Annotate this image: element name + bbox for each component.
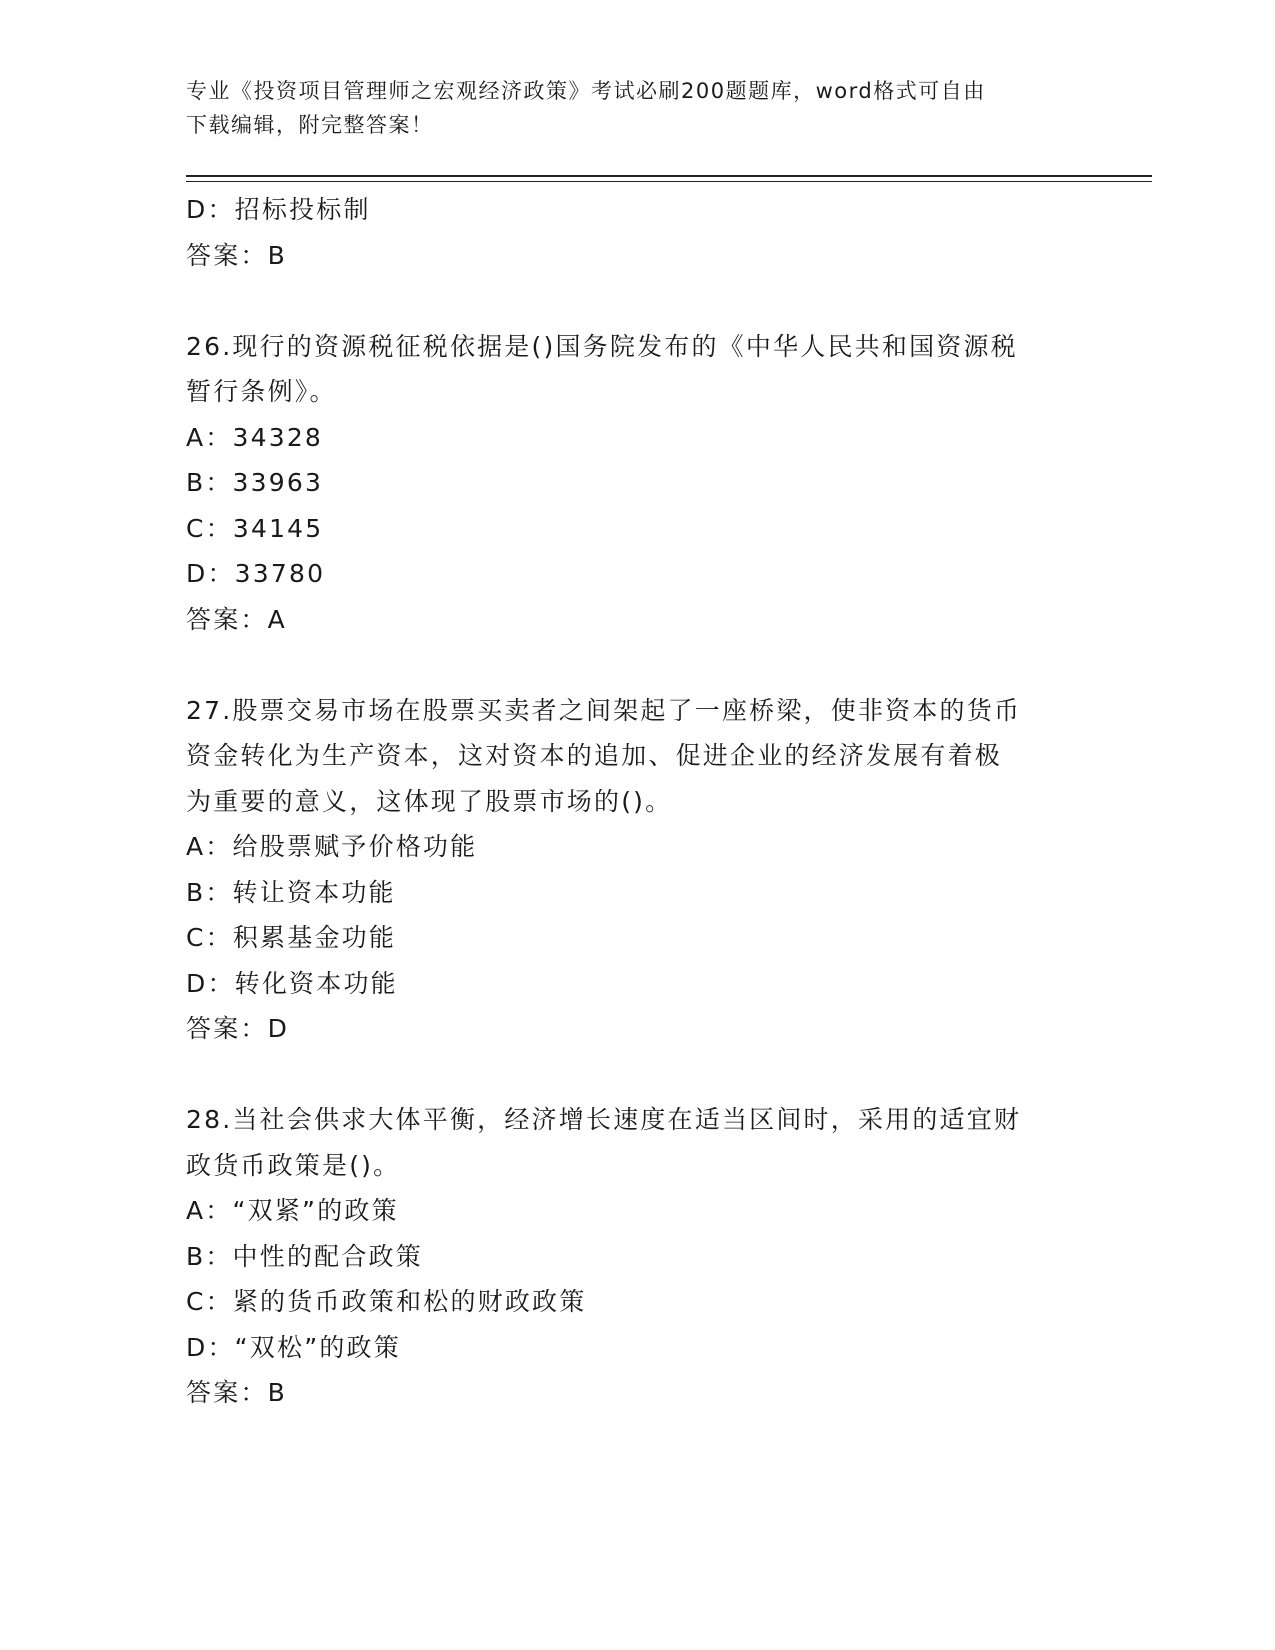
option-c: C：积累基金功能 xyxy=(186,923,397,952)
option-b: B：转让资本功能 xyxy=(186,877,396,907)
option-d: D：“双松”的政策 xyxy=(186,1332,401,1362)
answer: 答案：D xyxy=(186,1014,290,1043)
option-c: C：34145 xyxy=(186,513,324,543)
option-a: A：给股票赋予价格功能 xyxy=(186,832,478,861)
question-27 xyxy=(186,688,1086,1052)
question-26 xyxy=(186,324,1086,643)
option-d-continued: D：招标投标制 xyxy=(186,195,371,224)
header-line-1: 专业《投资项目管理师之宏观经济政策》考试必刷200题题库，word格式可自由 xyxy=(186,79,986,103)
answer: 答案：B xyxy=(186,1378,287,1407)
answer: 答案：A xyxy=(186,604,287,634)
question-text-line: 暂行条例》。 xyxy=(186,377,337,406)
spacer xyxy=(186,1052,1086,1098)
option-d: D：33780 xyxy=(186,559,326,588)
question-text-line: 为重要的意义，这体现了股票市场的()。 xyxy=(186,786,673,816)
option-d: D：转化资本功能 xyxy=(186,968,398,998)
document-header xyxy=(186,74,1086,142)
option-b: B：中性的配合政策 xyxy=(186,1241,423,1271)
question-28 xyxy=(186,1097,1086,1416)
option-b: B：33963 xyxy=(186,468,324,497)
option-a: A：“双紧”的政策 xyxy=(186,1196,399,1225)
option-c: C：紧的货币政策和松的财政政策 xyxy=(186,1287,587,1316)
answer-continued: 答案：B xyxy=(186,240,287,270)
header-line-2: 下载编辑，附完整答案！ xyxy=(186,113,434,137)
header-rule-thin xyxy=(186,181,1152,182)
document-body xyxy=(186,187,1086,1416)
question-text-line: 28.当社会供求大体平衡，经济增长速度在适当区间时，采用的适宜财 xyxy=(186,1105,1022,1134)
option-a: A：34328 xyxy=(186,422,324,452)
question-text-line: 资金转化为生产资本，这对资本的追加、促进企业的经济发展有着极 xyxy=(186,741,1003,770)
header-rule-thick xyxy=(186,175,1152,177)
question-text-line: 政货币政策是()。 xyxy=(186,1150,401,1180)
question-text-line: 27.股票交易市场在股票买卖者之间架起了一座桥梁，使非资本的货币 xyxy=(186,695,1022,725)
question-text-line: 26.现行的资源税征税依据是()国务院发布的《中华人民共和国资源税 xyxy=(186,331,1018,361)
spacer xyxy=(186,642,1086,688)
spacer xyxy=(186,278,1086,324)
